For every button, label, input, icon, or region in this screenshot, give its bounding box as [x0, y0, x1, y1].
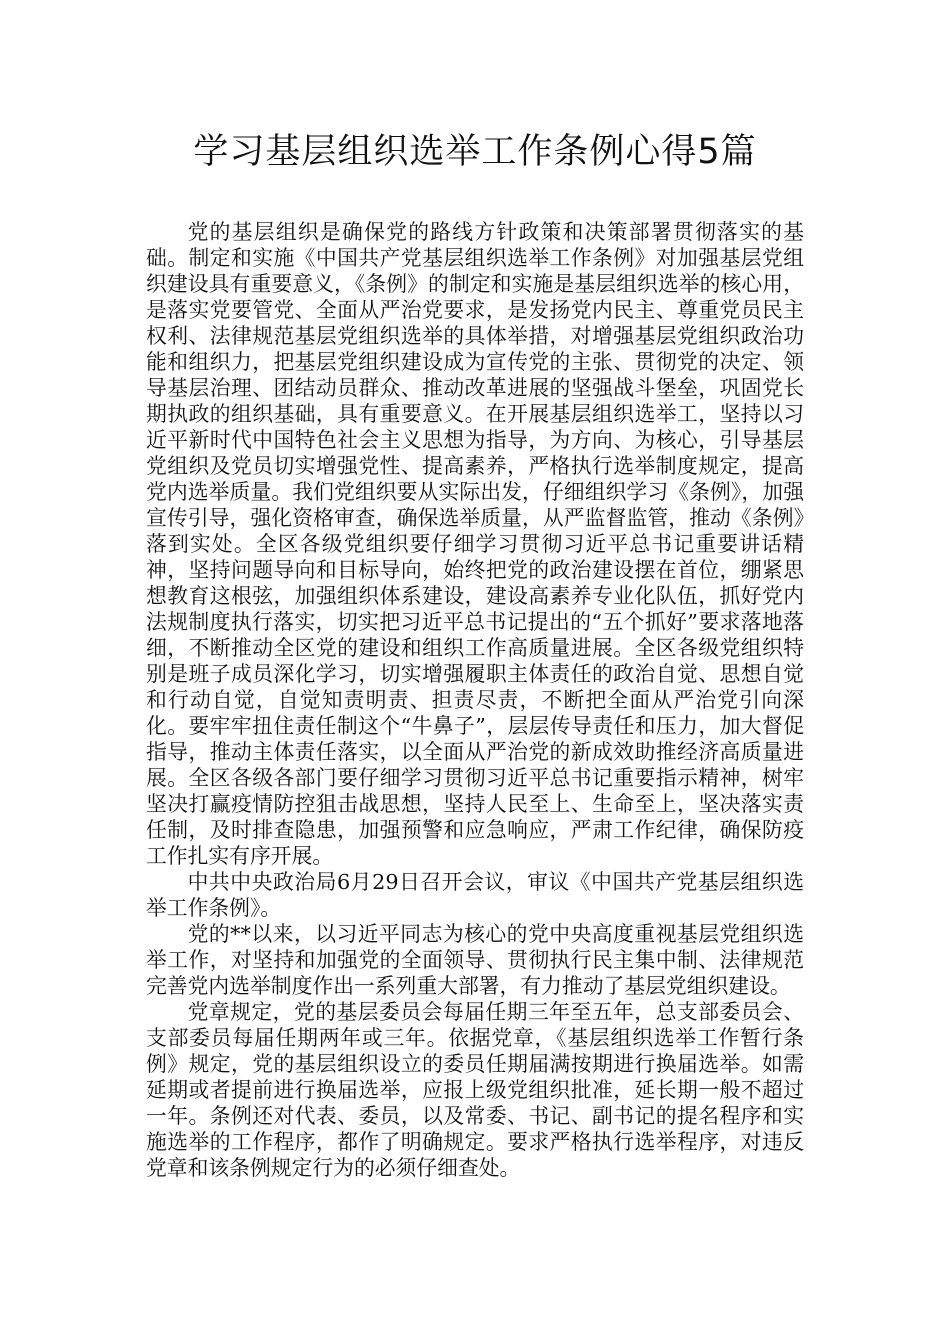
document-title: 学习基层组织选举工作条例心得5篇	[193, 132, 757, 172]
paragraph: 党章规定，党的基层委员会每届任期三年至五年，总支部委员会、支部委员每届任期两年或三年。依据党章，《基层组织选举工作暂行条例》规定，党的基层组织设立的委员任期届满按期进行换届选举。如需延期或者提前进行换届选举，应报上级党组织批准，延长期一般不超过一年。条例还对代表、委员，以及常委、书记、副书记的提名程序和实施选举的工作程序，都作了明确规定。要求严格执行选举程序，对违反党章和该条例规定行为的必须仔细查处。	[146, 1000, 804, 1180]
paragraph: 党的基层组织是确保党的路线方针政策和决策部署贯彻落实的基础。制定和实施《中国共产党基层组织选举工作条例》对加强基层党组织建设具有重要意义，《条例》的制定和实施是基层组织选举的核心用，是落实党要管党、全面从严治党要求，是发扬党内民主、尊重党员民主权利、法律规范基层党组织选举的具体举措，对增强基层党组织政治功能和组织力，把基层党组织建设成为宣传党的主张、贯彻党的决定、领导基层治理、团结动员群众、推动改革进展的坚强战斗堡垒，巩固党长期执政的组织基础，具有重要意义。在开展基层组织选举工，坚持以习近平新时代中国特色社会主义思想为指导，为方向、为核心，引导基层党组织及党员切实增强党性、提高素养，严格执行选举制度规定，提高党内选举质量。我们党组织要从实际出发，仔细组织学习《条例》，加强宣传引导，强化资格审查，确保选举质量，从严监督监管，推动《条例》落到实处。全区各级党组织要仔细学习贯彻习近平总书记重要讲话精神，坚持问题导向和目标导向，始终把党的政治建设摆在首位，绷紧思想教育这根弦，加强组织体系建设，建设高素养专业化队伍，抓好党内法规制度执行落实，切实把习近平总书记提出的“五个抓好”要求落地落细，不断推动全区党的建设和组织工作高质量进展。全区各级党组织特别是班子成员深化学习，切实增强履职主体责任的政治自觉、思想自觉和行动自觉，自觉知责明责、担责尽责，不断把全面从严治党引向深化。要牢牢扭住责任制这个“牛鼻子”，层层传导责任和压力，加大督促指导，推动主体责任落实，以全面从严治党的新成效助推经济高质量进展。全区各级各部门要仔细学习贯彻习近平总书记重要指示精神，树牢坚决打赢疫情防控狙击战思想，坚持人民至上、生命至上，坚决落实责任制，及时排查隐患，加强预警和应急响应，严肃工作纪律，确保防疫工作扎实有序开展。	[146, 220, 804, 868]
paragraph: 党的**以来，以习近平同志为核心的党中央高度重视基层党组织选举工作，对坚持和加强党的全面领导、贯彻执行民主集中制、法律规范完善党内选举制度作出一系列重大部署，有力推动了基层党组织建设。	[146, 922, 804, 998]
paragraph: 中共中央政治局6月29日召开会议，审议《中国共产党基层组织选举工作条例》。	[146, 870, 804, 920]
document-body	[146, 219, 804, 1181]
